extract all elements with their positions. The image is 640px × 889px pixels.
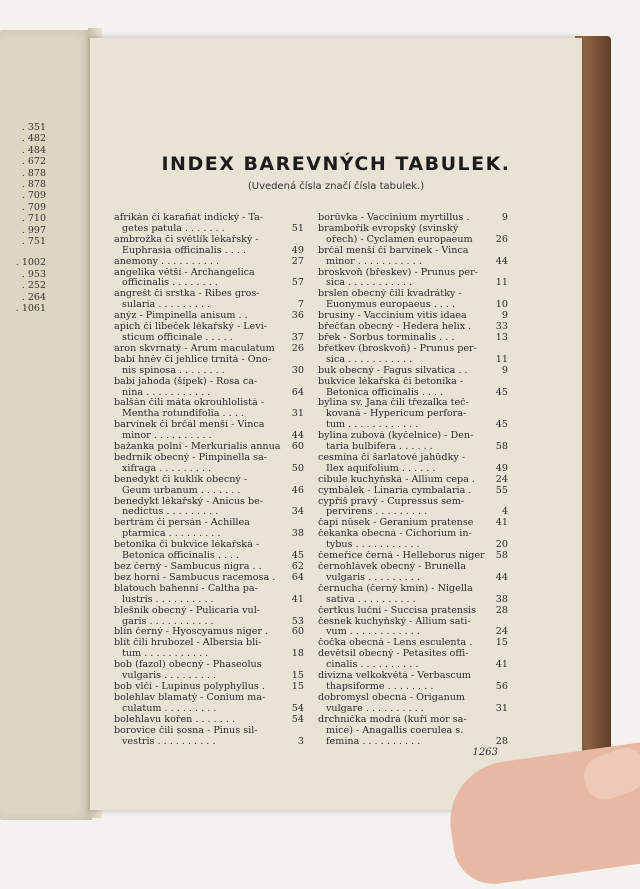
index-entry [114, 213, 304, 235]
plate-number: 31 [495, 702, 508, 714]
left-page-number: . 351 [21, 122, 46, 133]
index-entry [114, 693, 304, 715]
plate-number: 30 [291, 364, 304, 376]
index-entry-text: bob (fazol) obecný - Phaseolus [114, 660, 262, 671]
plate-number: 4 [501, 506, 508, 518]
index-entry-text: nis spinosa . . . . . . . . [122, 365, 225, 376]
plate-number: 44 [495, 571, 508, 583]
plate-number: 50 [291, 462, 304, 474]
index-entry-text: nina . . . . . . . . . . . [122, 387, 211, 398]
index-entry [318, 377, 508, 399]
index-entry-text: bylina sv. Jana čili třezalka teč- [318, 398, 469, 409]
index-entry [318, 638, 508, 649]
index-entry [114, 355, 304, 377]
index-entry-text: angrešt či srstka - Ribes gros- [114, 289, 260, 300]
plate-number: 9 [501, 212, 508, 223]
index-entry-text: břetkev (broskvoň) - Prunus per- [318, 343, 477, 354]
index-entry-text: buk obecný - Fagus silvatica . . [318, 365, 468, 376]
index-entry-text: officinalis . . . . . . . . [122, 278, 218, 289]
index-entry [318, 289, 508, 311]
index-entry-text: vulgaris . . . . . . . . . [122, 671, 216, 682]
index-entry-text: borovice čili sosna - Pinus sil- [114, 725, 258, 736]
index-entry-text: sticum officinale . . . . . [122, 332, 233, 343]
plate-number: 45 [291, 550, 304, 562]
right-page [90, 38, 582, 810]
plate-number: 56 [495, 680, 508, 692]
plate-number: 46 [291, 484, 304, 496]
index-entry-text: cesmína či šarlatové jahůdky - [318, 452, 466, 463]
index-entry [318, 693, 508, 715]
index-entry-text: vulgaris . . . . . . . . . [326, 572, 420, 583]
plate-number: 44 [495, 255, 508, 267]
index-entry-text: angelika větší - Archangelica [114, 267, 255, 278]
plate-number: 60 [291, 441, 304, 453]
plate-number: 37 [291, 331, 304, 343]
index-entry [318, 224, 508, 246]
index-entry [114, 584, 304, 606]
index-entry [318, 366, 508, 377]
index-entry-text: brčál menší či barvínek - Vinca [318, 245, 469, 256]
index-entry [114, 257, 304, 268]
plate-number: 51 [291, 222, 304, 234]
index-entry-text: femina . . . . . . . . . . [326, 736, 421, 747]
left-page-number: . 1061 [15, 303, 46, 315]
index-entry-text: brslen obecný čili kvadrátky - [318, 289, 462, 300]
index-entry-text: blatouch bahenní - Caltha pa- [114, 583, 258, 594]
plate-number: 45 [495, 419, 508, 431]
index-entry-text: sularia . . . . . . . . . [122, 300, 211, 311]
plate-number: 62 [291, 561, 304, 572]
left-page-number: . 710 [21, 213, 46, 225]
index-entry-text: thapsiforme . . . . . . . . [326, 681, 434, 692]
index-entry [114, 627, 304, 638]
left-page [0, 30, 92, 820]
left-page-number: . 1002 [15, 257, 46, 269]
index-entry [114, 377, 304, 399]
index-entry-text: cinalis . . . . . . . . . . [326, 660, 419, 671]
index-entry-text: bukvice lékařská či betonika - [318, 376, 464, 387]
index-entry-text: blešník obecný - Pulicaria vul- [114, 605, 261, 616]
plate-number: 34 [291, 506, 304, 518]
index-entry [114, 660, 304, 682]
index-entry [114, 420, 304, 442]
index-entry-text: brusiny - Vaccinium vitis idaea [318, 311, 467, 322]
plate-number: 15 [291, 670, 304, 682]
index-entry [318, 344, 508, 366]
index-entry-text: ptarmica . . . . . . . . . [122, 529, 221, 540]
index-entry-text: Betonica officinalis . . . . [326, 387, 444, 398]
index-entry [318, 671, 508, 693]
index-entry-text: bez horní - Sambucus racemosa . [114, 572, 276, 583]
index-entry-text: broskvoň (břeskev) - Prunus per- [318, 267, 478, 278]
index-entry-text: culatum . . . . . . . . . [122, 703, 217, 714]
plate-number: 26 [495, 233, 508, 245]
left-page-number: . 672 [21, 156, 46, 168]
index-entry-text: afrikán či karafiát indický - Ta- [114, 213, 264, 223]
plate-number: 28 [495, 735, 508, 747]
index-entry-text: čemeřice černá - Helleborus niger [318, 551, 485, 562]
page-number: 1263 [472, 747, 498, 758]
index-entry [318, 475, 508, 486]
left-page-number: . 482 [21, 133, 46, 145]
index-entry-text: cymbálek - Linaria cymbalaria . [318, 485, 472, 496]
index-entry-text: bažanka polní - Merkurialis annua [114, 442, 281, 453]
index-entry-text: Betonica officinalis . . . . [122, 551, 240, 562]
index-entry-text: bez černý - Sambucus nigra . . [114, 562, 262, 572]
index-entry-text: sica . . . . . . . . . . . [326, 354, 413, 365]
index-entry [114, 682, 304, 693]
index-entry [114, 453, 304, 475]
index-entry-text: sica . . . . . . . . . . . [326, 278, 413, 289]
index-entry-text: divizna velkokvětá - Verbascum [318, 671, 472, 682]
index-entry [114, 311, 304, 322]
index-entry [114, 322, 304, 344]
plate-number: 26 [291, 342, 304, 354]
index-entry-text: černucha (černý kmín) - Nigella [318, 583, 473, 594]
index-entry [114, 562, 304, 573]
plate-number: 3 [297, 735, 304, 747]
index-entry-text: břek - Sorbus torminalis . . . [318, 332, 455, 343]
index-entry-text: Mentha rotundifolia . . . . [122, 409, 244, 420]
plate-number: 15 [291, 680, 304, 692]
plate-number: 54 [291, 702, 304, 714]
plate-number: 9 [501, 310, 508, 322]
left-page-number [0, 247, 46, 257]
plate-number: 60 [291, 626, 304, 638]
plate-number: 31 [291, 408, 304, 420]
index-entry [114, 540, 304, 562]
index-entry-text: cypříš pravý - Cupressus sem- [318, 496, 465, 507]
index-entry-text: vestris . . . . . . . . . . [122, 736, 216, 747]
plate-number: 45 [495, 386, 508, 398]
plate-number: 15 [495, 637, 508, 649]
left-page-number: . 709 [21, 190, 46, 202]
index-title: INDEX BAREVNÝCH TABULEK. [161, 153, 511, 175]
index-entry [318, 268, 508, 290]
index-entry-text: bylina zubová (kyčelnice) - Den- [318, 431, 474, 442]
index-entry-text: tybus . . . . . . . . . . . [326, 540, 420, 551]
left-page-number: . 709 [21, 201, 46, 213]
left-page-number: . 878 [21, 179, 46, 191]
index-entry-text: tum . . . . . . . . . . . . [326, 420, 419, 431]
plate-number: 24 [495, 473, 508, 485]
index-entry-text: benedykt lékařský - Anicus be- [114, 496, 264, 507]
index-subtitle: (Uvedená čísla značí čísla tabulek.) [247, 181, 425, 192]
plate-number: 41 [495, 517, 508, 529]
left-page-number: . 484 [21, 144, 46, 156]
index-entry-text: bob vlčí - Lupinus polyphyllus . [114, 681, 265, 692]
index-entry-text: Euonymus europaeus . . . . [326, 300, 456, 311]
index-column-left [114, 213, 304, 747]
index-entry-text: čertkus luční - Succisa pratensis [318, 605, 476, 616]
plate-number: 28 [495, 604, 508, 616]
index-entry-text: barvínek či brčál menší - Vinca [114, 420, 265, 431]
index-entry-text: vum . . . . . . . . . . . . [326, 627, 420, 638]
index-entry-text: taria bulbifera . . . . . . [326, 442, 433, 453]
index-entry-text: devětsil obecný - Petasites offi- [318, 649, 469, 660]
index-entry-text: mice) - Anagallis coerulea s. [326, 725, 464, 736]
index-entry [318, 398, 508, 431]
index-entry [318, 617, 508, 639]
plate-number: 64 [291, 386, 304, 398]
plate-number: 20 [495, 539, 508, 551]
index-entry-text: minor . . . . . . . . . . [122, 431, 212, 442]
plate-number: 54 [291, 713, 304, 725]
index-entry [114, 497, 304, 519]
index-entry-text: getes patula . . . . . . . [122, 223, 225, 234]
index-entry-text: dobromysl obecná - Origanum [318, 692, 466, 703]
index-entry-text: čapí nůsek - Geranium pratense [318, 518, 474, 529]
index-entry-text: čekanka obecná - Cichorium in- [318, 529, 472, 540]
index-entry [318, 431, 508, 453]
index-entry [114, 606, 304, 628]
index-entry [318, 649, 508, 671]
plate-number: 58 [495, 550, 508, 562]
index-entry [114, 344, 304, 355]
plate-number: 10 [495, 299, 508, 311]
index-entry-text: lustris . . . . . . . . . . [122, 594, 214, 605]
index-entry-text: borůvka - Vaccinium myrtillus . [318, 213, 470, 223]
left-page-number: . 264 [21, 291, 46, 303]
index-entry-text: blít čili hrubozel - Albersia bli- [114, 638, 262, 649]
index-entry-text: garis . . . . . . . . . . . [122, 616, 214, 627]
index-entry [318, 562, 508, 584]
index-entry [318, 333, 508, 344]
index-entry [318, 246, 508, 268]
index-entry-text: černohlávek obecný - Brunella [318, 562, 466, 572]
plate-number: 18 [291, 648, 304, 660]
index-entry [114, 518, 304, 540]
index-entry-text: ořech) - Cyclamen europaeum [326, 234, 473, 245]
left-page-number: . 252 [21, 280, 46, 292]
plate-number: 57 [291, 277, 304, 289]
index-entry [318, 715, 508, 748]
index-column-right [318, 213, 508, 747]
plate-number: 33 [495, 321, 508, 333]
index-entry-text: nedictus . . . . . . . . . [122, 507, 219, 518]
index-entry [318, 453, 508, 475]
index-entry [114, 268, 304, 290]
index-entry [114, 475, 304, 497]
index-entry-text: břečťan obecný - Hedera helix . [318, 322, 472, 333]
plate-number: 24 [495, 626, 508, 638]
index-entry-text: vulgare . . . . . . . . . . [326, 703, 424, 714]
index-entry [318, 584, 508, 606]
plate-number: 49 [495, 462, 508, 474]
left-page-number: . 878 [21, 167, 46, 179]
index-entry [318, 497, 508, 519]
plate-number: 11 [495, 277, 508, 289]
left-page-number: . 997 [21, 224, 46, 236]
index-entry-text: Geum urbanum . . . . . . . [122, 485, 241, 496]
index-entry [114, 638, 304, 660]
index-entry [318, 529, 508, 551]
index-entry-text: bolehlavu kořen . . . . . . . [114, 714, 236, 725]
index-entry-text: pervirens . . . . . . . . . [326, 507, 428, 518]
index-entry-text: anýz - Pimpinella anisum . . [114, 311, 248, 322]
plate-number: 49 [291, 244, 304, 256]
index-entry-text: cibule kuchyňská - Allium cepa . [318, 474, 475, 485]
index-entry-text: babí hněv či jehlice trnitá - Ono- [114, 354, 271, 365]
plate-number: 38 [495, 593, 508, 605]
index-entry-text: babí jahoda (šípek) - Rosa ca- [114, 376, 258, 387]
index-entry [114, 398, 304, 420]
index-entry-text: brambořík evropský (svinský [318, 223, 459, 234]
index-entry [114, 715, 304, 726]
plate-number: 41 [291, 593, 304, 605]
index-entry-text: betonika či bukvice lékařská - [114, 540, 260, 551]
plate-number: 53 [291, 615, 304, 627]
index-entry-text: bedrník obecný - Pimpinella sa- [114, 452, 268, 463]
index-entry-text: anemony . . . . . . . . . . [114, 256, 220, 267]
index-entry [318, 213, 508, 224]
index-entry [318, 322, 508, 333]
index-entry-text: bertrám či persán - Achillea [114, 518, 250, 529]
index-entry-text: drchnička modrá (kuří mor sa- [318, 714, 467, 725]
plate-number: 9 [501, 364, 508, 376]
plate-number: 36 [291, 310, 304, 322]
index-entry [114, 442, 304, 453]
index-entry-text: čočka obecná - Lens esculenta . [318, 638, 473, 649]
left-page-numbers [0, 122, 46, 315]
index-entry-text: xifraga . . . . . . . . . [122, 463, 212, 474]
index-entry [318, 606, 508, 617]
index-entry-text: minor . . . . . . . . . . . [326, 256, 422, 267]
index-entry-text: sativa . . . . . . . . . . [326, 594, 416, 605]
index-entry-text: bolehlav blamatý - Conium ma- [114, 692, 266, 703]
index-entry-text: aron skvrnatý - Arum maculatum [114, 343, 275, 354]
index-entry [318, 551, 508, 562]
index-entry [318, 486, 508, 497]
index-entry-text: ambrožka či světlík lékařský - [114, 234, 259, 245]
plate-number: 7 [297, 299, 304, 311]
plate-number: 64 [291, 571, 304, 583]
index-entry [318, 518, 508, 529]
index-entry-text: blín černý - Hyoscyamus niger . [114, 627, 269, 638]
index-entry-text: balšán čili máta okrouhlolistá - [114, 398, 264, 409]
index-entry-text: kovaná - Hypericum perfora- [326, 409, 467, 420]
index-entry-text: Euphrasia officinalis . . . . [122, 245, 247, 256]
index-entry [114, 573, 304, 584]
index-entry [114, 289, 304, 311]
index-entry [318, 311, 508, 322]
plate-number: 13 [495, 331, 508, 343]
left-page-number: . 953 [21, 268, 46, 280]
left-page-number: . 751 [21, 236, 46, 248]
index-entry-text: Ilex aquifolium . . . . . . [326, 463, 436, 474]
plate-number: 38 [291, 528, 304, 540]
plate-number: 41 [495, 659, 508, 671]
index-entry [114, 726, 304, 748]
index-entry [114, 235, 304, 257]
index-entry-text: apich či libeček lékařský - Levi- [114, 322, 268, 333]
index-entry-text: tum . . . . . . . . . . . [122, 649, 209, 660]
index-entry-text: česnek kuchyňský - Allium sati- [318, 616, 471, 627]
plate-number: 44 [291, 430, 304, 442]
plate-number: 58 [495, 441, 508, 453]
plate-number: 27 [291, 255, 304, 267]
plate-number: 11 [495, 353, 508, 365]
index-entry-text: benedykt či kuklík obecný - [114, 474, 248, 485]
plate-number: 55 [495, 484, 508, 496]
